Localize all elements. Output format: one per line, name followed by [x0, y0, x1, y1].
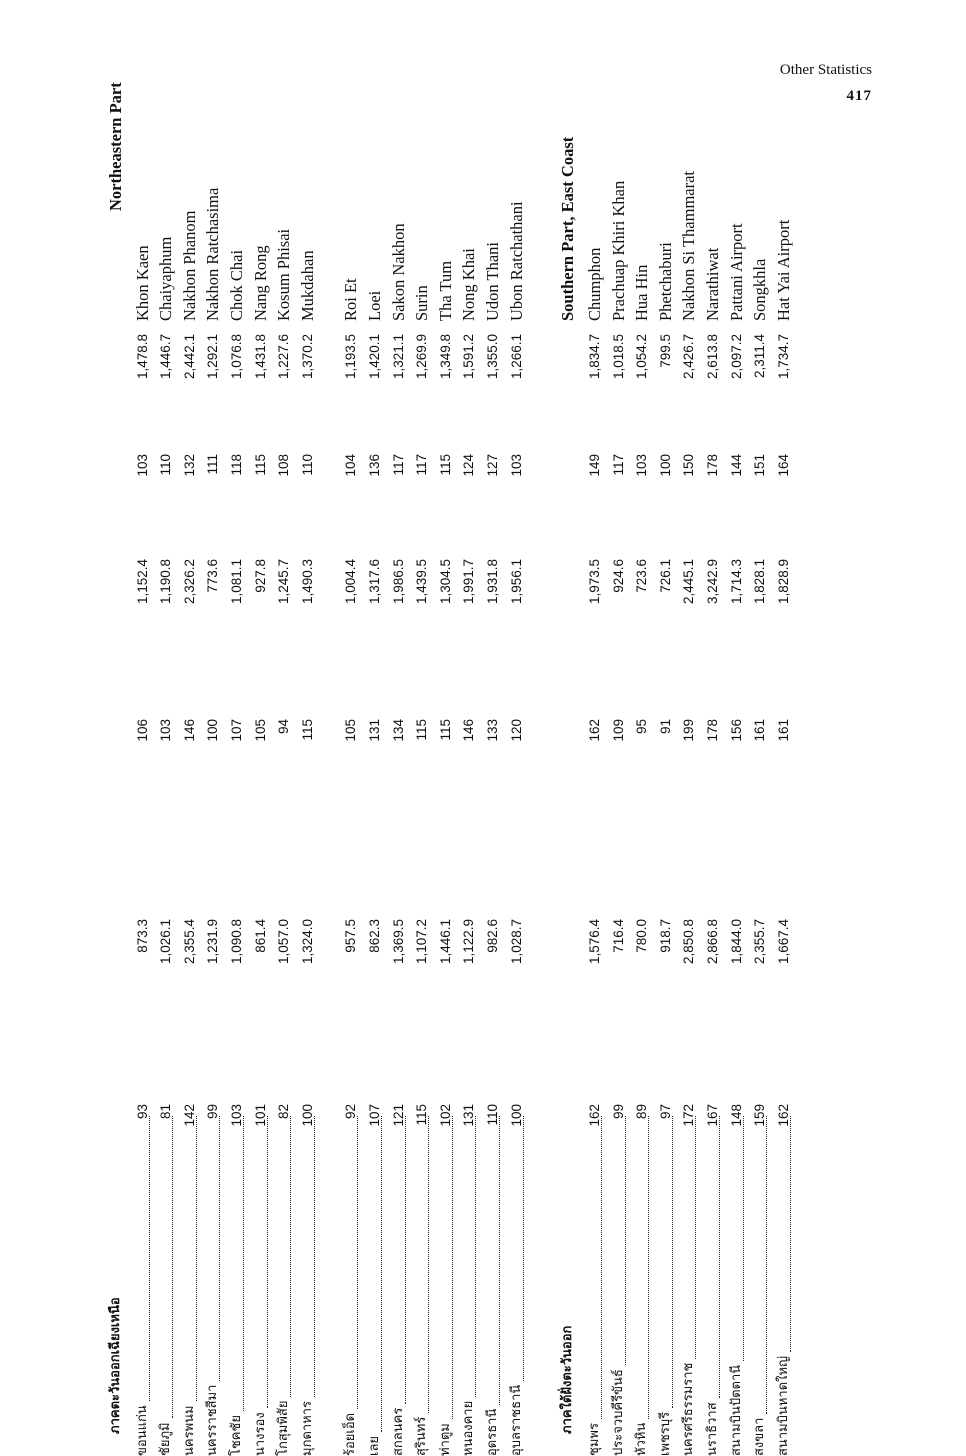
value-c1: 82 [276, 1104, 292, 1120]
value-c5: 104 [343, 454, 359, 477]
value-c1: 92 [343, 1104, 359, 1120]
station-name-thai: มุกดาหาร [299, 1400, 315, 1456]
value-c4: 1,004.4 [343, 559, 359, 605]
value-c1: 131 [461, 1104, 477, 1127]
value-c3: 107 [229, 719, 244, 742]
value-c3: 91 [657, 719, 673, 735]
value-c4: 1,317.6 [367, 559, 383, 605]
value-c6: 799.5 [657, 334, 673, 368]
table-row [364, 0, 386, 1456]
value-c5: 132 [181, 454, 197, 477]
value-c2: 1,369.5 [390, 919, 406, 965]
value-c1: 159 [752, 1104, 768, 1127]
station-name-thai: นราธิวาส [704, 1402, 720, 1456]
value-c6: 1,734.7 [775, 334, 791, 380]
value-c6: 1,269.9 [414, 334, 430, 380]
table-row [749, 0, 771, 1456]
value-c5: 103 [634, 454, 650, 477]
value-c6: 1,370.2 [299, 334, 315, 380]
value-c6: 1,834.7 [586, 334, 602, 380]
station-name-thai: อุดรธานี [485, 1408, 501, 1456]
station-name-thai: หัวหิน [634, 1422, 650, 1456]
value-c5: 164 [775, 454, 791, 477]
table-row [226, 0, 248, 1456]
table-row [678, 0, 700, 1456]
value-c5: 117 [414, 454, 430, 476]
value-c2: 1,231.9 [205, 919, 221, 965]
value-c4: 1,991.7 [461, 559, 477, 605]
station-name-english: Surin [412, 285, 432, 321]
value-c2: 2,866.8 [704, 919, 720, 965]
value-c5: 144 [728, 454, 744, 477]
value-c3: 131 [367, 719, 383, 742]
table-row [155, 0, 177, 1456]
table-row [631, 0, 653, 1456]
value-c3: 162 [586, 719, 602, 742]
value-c3: 199 [681, 719, 697, 742]
value-c3: 115 [414, 719, 430, 741]
value-c6: 1,446.7 [158, 334, 174, 380]
table-row [584, 0, 606, 1456]
value-c1: 97 [657, 1104, 673, 1120]
value-c6: 1,355.0 [485, 334, 501, 380]
value-c5: 110 [158, 454, 174, 476]
table-row [179, 0, 201, 1456]
value-c1: 121 [390, 1104, 406, 1127]
station-name-thai: หนองคาย [461, 1400, 477, 1456]
station-name-english: Mukdahan [297, 250, 317, 321]
value-c4: 1,986.5 [390, 559, 406, 605]
value-c6: 1,076.8 [229, 334, 244, 380]
value-c2: 918.7 [657, 919, 673, 953]
station-name-english: Songkhla [750, 258, 770, 321]
value-c4: 1,956.1 [508, 559, 524, 605]
value-c5: 115 [437, 454, 453, 476]
value-c1: 102 [437, 1104, 453, 1127]
value-c3: 146 [461, 719, 477, 742]
value-c5: 115 [252, 454, 268, 476]
value-c2: 1,844.0 [728, 919, 744, 965]
table-row [388, 0, 410, 1456]
value-c2: 2,850.8 [681, 919, 697, 965]
value-c5: 151 [752, 454, 768, 477]
value-c2: 2,355.7 [752, 919, 768, 965]
station-name-english: Hat Yai Airport [773, 219, 793, 321]
value-c1: 103 [229, 1104, 244, 1127]
table-row [655, 0, 677, 1456]
section-heading-thai: ภาคใต้ฝั่งตะวันออก [560, 1325, 576, 1434]
value-c4: 1,490.3 [299, 559, 315, 605]
value-c5: 178 [704, 454, 720, 477]
value-c6: 1,193.5 [343, 334, 359, 380]
value-c3: 146 [181, 719, 197, 742]
table-row [482, 0, 504, 1456]
value-c5: 127 [485, 454, 501, 477]
value-c4: 2,445.1 [681, 559, 697, 605]
value-c2: 1,028.7 [508, 919, 524, 965]
value-c2: 957.5 [343, 919, 359, 953]
station-name-english: Nang Rong [250, 245, 270, 321]
value-c6: 1,349.8 [437, 334, 453, 380]
value-c6: 1,018.5 [610, 334, 626, 380]
value-c1: 110 [485, 1104, 501, 1126]
value-c5: 149 [586, 454, 602, 477]
table-row [411, 0, 433, 1456]
station-name-english: Ubon Ratchathani [506, 201, 526, 321]
value-c3: 115 [299, 719, 315, 741]
station-name-english: Chaiyaphum [156, 236, 176, 321]
value-c1: 93 [134, 1104, 150, 1120]
station-name-thai: นครพนม [181, 1405, 197, 1456]
station-name-thai: สงขลา [752, 1417, 768, 1456]
section-heading-row [105, 0, 127, 1456]
station-name-thai: ขอนแก่น [134, 1405, 150, 1456]
table-row [340, 0, 362, 1456]
value-c2: 2,355.4 [181, 919, 197, 965]
rotated-statistics-table [105, 0, 805, 1456]
value-c4: 773.6 [205, 559, 221, 593]
station-name-english: Khon Kaen [132, 245, 152, 321]
value-c3: 106 [134, 719, 150, 742]
value-c4: 927.8 [252, 559, 268, 593]
value-c1: 101 [252, 1104, 268, 1127]
value-c3: 105 [252, 719, 268, 742]
value-c6: 1,420.1 [367, 334, 383, 380]
value-c1: 172 [681, 1104, 697, 1127]
value-c2: 1,324.0 [299, 919, 315, 965]
value-c4: 3,242.9 [704, 559, 720, 605]
value-c6: 1,292.1 [205, 334, 221, 380]
station-name-thai: สนามบินหาดใหญ่ [775, 1355, 791, 1456]
value-c1: 162 [586, 1104, 602, 1127]
value-c6: 2,442.1 [181, 334, 197, 380]
station-name-thai: นครศรีธรรมราช [681, 1362, 697, 1456]
value-c5: 110 [299, 454, 315, 476]
station-name-english: Pattani Airport [726, 223, 746, 321]
station-name-thai: โกสุมพิสัย [276, 1400, 292, 1456]
value-c2: 1,667.4 [775, 919, 791, 965]
station-name-thai: ชุมพร [586, 1423, 602, 1456]
station-name-english: Chok Chai [227, 249, 246, 321]
value-c1: 107 [367, 1104, 383, 1127]
value-c5: 124 [461, 454, 477, 477]
page-number: 417 [846, 88, 872, 104]
station-name-english: Loei [365, 290, 385, 321]
value-c3: 103 [158, 719, 174, 742]
value-c6: 1,321.1 [390, 334, 406, 380]
value-c6: 1,591.2 [461, 334, 477, 380]
running-header-title: Other Statistics [779, 62, 872, 78]
station-name-english: Kosum Phisai [274, 228, 294, 321]
value-c6: 2,311.4 [752, 334, 768, 379]
value-c4: 1,304.5 [437, 559, 453, 605]
value-c6: 2,097.2 [728, 334, 744, 380]
value-c1: 100 [508, 1104, 524, 1127]
station-name-english: Hua Hin [632, 264, 652, 321]
value-c4: 1,828.9 [775, 559, 791, 605]
value-c5: 150 [681, 454, 697, 477]
value-c3: 109 [610, 719, 626, 742]
value-c4: 726.1 [657, 559, 673, 593]
value-c1: 81 [158, 1104, 174, 1120]
value-c4: 924.6 [610, 559, 626, 593]
value-c3: 134 [390, 719, 406, 742]
value-c2: 1,122.9 [461, 919, 477, 965]
value-c5: 103 [508, 454, 524, 477]
value-c4: 723.6 [634, 559, 650, 593]
station-name-thai: สกลนคร [390, 1407, 406, 1456]
station-name-thai: นครราชสีมา [205, 1384, 221, 1456]
value-c4: 1,828.1 [752, 559, 768, 605]
station-name-thai: ท่าตูม [437, 1423, 453, 1456]
section-heading-row [557, 0, 579, 1456]
value-c2: 716.4 [610, 919, 626, 953]
table-row [506, 0, 528, 1456]
table-row [250, 0, 272, 1456]
table-row [297, 0, 319, 1456]
value-c1: 100 [299, 1104, 315, 1127]
table-row [702, 0, 724, 1456]
section-heading-thai: ภาคตะวันออกเฉียงเหนือ [108, 1297, 123, 1434]
value-c2: 1,107.2 [414, 919, 430, 965]
value-c5: 136 [367, 454, 383, 477]
station-name-english: Tha Tum [435, 260, 455, 321]
table-row [202, 0, 224, 1456]
section-heading-english: Northeastern Part [106, 82, 125, 211]
table-row [273, 0, 295, 1456]
station-name-english: Nakhon Ratchasima [203, 187, 223, 321]
value-c5: 100 [657, 454, 673, 477]
value-c1: 99 [610, 1104, 626, 1120]
value-c5: 103 [134, 454, 150, 477]
station-name-thai: สุรินทร์ [414, 1416, 430, 1456]
value-c4: 1,714.3 [728, 559, 744, 605]
value-c1: 167 [704, 1104, 720, 1127]
station-name-thai: ประจวบคีรีขันธ์ [610, 1369, 626, 1456]
value-c2: 780.0 [634, 919, 650, 953]
value-c6: 1,227.6 [276, 334, 292, 380]
value-c3: 94 [276, 719, 292, 735]
value-c6: 2,613.8 [704, 334, 720, 380]
value-c3: 161 [752, 719, 768, 742]
value-c2: 1,576.4 [586, 919, 602, 965]
value-c3: 133 [485, 719, 501, 742]
value-c5: 117 [390, 454, 406, 476]
value-c4: 1,973.5 [586, 559, 602, 605]
value-c4: 1,245.7 [276, 559, 292, 605]
value-c5: 117 [610, 454, 626, 476]
value-c2: 861.4 [252, 919, 268, 953]
value-c6: 1,478.8 [134, 334, 150, 380]
table-row [726, 0, 748, 1456]
value-c3: 115 [437, 719, 453, 741]
station-name-thai: เลย [367, 1435, 383, 1456]
value-c4: 1,931.8 [485, 559, 501, 605]
value-c1: 148 [728, 1104, 744, 1127]
value-c5: 118 [229, 454, 244, 476]
table-row [773, 0, 795, 1456]
value-c6: 1,266.1 [508, 334, 524, 380]
value-c4: 1,081.1 [229, 559, 244, 605]
station-name-english: Nakhon Phanom [179, 210, 199, 321]
value-c2: 1,057.0 [276, 919, 292, 965]
value-c1: 162 [775, 1104, 791, 1127]
value-c4: 2,326.2 [181, 559, 197, 605]
value-c5: 111 [205, 454, 221, 475]
value-c2: 873.3 [134, 919, 150, 953]
station-name-english: Phetchaburi [655, 242, 675, 321]
table-row [608, 0, 630, 1456]
value-c6: 2,426.7 [681, 334, 697, 380]
station-name-english: Narathiwat [702, 247, 722, 321]
station-name-english: Prachuap Khiri Khan [608, 180, 628, 321]
value-c2: 862.3 [367, 919, 383, 953]
value-c3: 156 [728, 719, 744, 742]
value-c1: 99 [205, 1104, 221, 1120]
value-c3: 100 [205, 719, 221, 742]
station-name-thai: เพชรบุรี [657, 1411, 673, 1456]
station-name-english: Roi Et [341, 278, 361, 321]
station-name-english: Nakhon Si Thammarat [679, 171, 699, 321]
station-name-english: Udon Thani [483, 242, 503, 321]
value-c3: 120 [508, 719, 524, 742]
value-c2: 1,446.1 [437, 919, 453, 965]
value-c3: 161 [775, 719, 791, 742]
station-name-thai: อุบลราชธานี [508, 1384, 524, 1456]
value-c2: 1,026.1 [158, 919, 174, 965]
value-c4: 1,439.5 [414, 559, 430, 605]
station-name-english: Chumphon [584, 247, 604, 321]
table-row [132, 0, 154, 1456]
table-row [458, 0, 480, 1456]
value-c3: 178 [704, 719, 720, 742]
station-name-thai: โชคชัย [229, 1415, 244, 1456]
station-name-thai: ชัยภูมิ [158, 1422, 174, 1456]
value-c6: 1,054.2 [634, 334, 650, 380]
station-name-thai: ร้อยเอ็ด [343, 1412, 359, 1456]
value-c3: 95 [634, 719, 650, 735]
station-name-thai: นางรอง [252, 1412, 268, 1456]
station-name-english: Sakon Nakhon [388, 223, 408, 321]
station-name-english: Nong Khai [459, 248, 479, 321]
value-c1: 89 [634, 1104, 650, 1120]
value-c1: 115 [414, 1104, 430, 1126]
section-heading-english: Southern Part, East Coast [558, 136, 578, 321]
value-c1: 142 [181, 1104, 197, 1127]
value-c6: 1,431.8 [252, 334, 268, 380]
value-c5: 108 [276, 454, 292, 477]
value-c2: 1,090.8 [229, 919, 244, 965]
value-c2: 982.6 [485, 919, 501, 953]
value-c3: 105 [343, 719, 359, 742]
table-row [435, 0, 457, 1456]
station-name-thai: สนามบินปัตตานี [728, 1364, 744, 1456]
value-c4: 1,190.8 [158, 559, 174, 605]
value-c4: 1,152.4 [134, 559, 150, 605]
